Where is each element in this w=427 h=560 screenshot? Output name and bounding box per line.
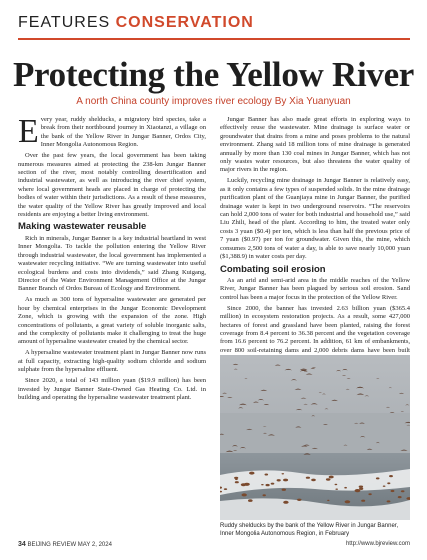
right-column: [220, 116, 410, 366]
bird-shape: [283, 479, 288, 482]
bird-shape: [359, 488, 363, 490]
bird-shape: [327, 500, 329, 501]
bird-shape: [249, 472, 254, 475]
bird-shape: [361, 500, 365, 502]
bird-shape: [389, 475, 393, 477]
article-title: Protecting the Yellow River: [12, 55, 415, 94]
article-deck: [0, 96, 427, 107]
intro-paragraph: Every year, ruddy shelducks, a migratory bird species, take a break from their northbound journey in Xiaotanzi, a village on the bank of the Yellow River in Jungar Banner, Ordos City, Inner Mongolia Autonomous Region.: [18, 113, 206, 150]
bird-shape: [283, 501, 288, 504]
bird-shape: [335, 489, 338, 490]
bird-shape: [335, 484, 338, 485]
bird-shape: [345, 500, 351, 503]
deck-text: A north China county improves river ecology: [76, 96, 272, 107]
body-paragraph: Luckily, recycling mine drainage in Jungar Banner is relatively easy, as it only contains a few types of suspended solids. In the mine drainage purification plant of the Guanjiaya mine in Jungar Banner, the purified drainage water is kept in two underground reservoirs. “The reservoirs can hold 2,000 tons of water for both industrial and household use,” said Liu Zhili, head of the plant. According to him, the treated water only costs 3 yuan ($0.4) per ton, which is less than half the previous price of 7 yuan ($0.97) per ton for groundwater. Given this, the mine, which consumes 2,500 tons of water a day, is able to save nearly 10,000 yuan ($1,388.9) in water costs per day.: [220, 177, 410, 261]
body-paragraph: Rich in minerals, Jungar Banner is a key industrial heartland in west Inner Mongolia. To tackle the pollution entering the Yellow River through industrial wastewater, the local government has implemented a wastewater recycling initiative. “We are turning wastewater into useful ecological burdens and costs into dividends,” said Zhang Kuigang, Director of the Water Environment Management Office at the Jungar Banner Branch of Ordos Bureau of Ecology and Environment.: [18, 234, 206, 293]
body-paragraph: As much as 300 tons of hypersaline wastewater are generated per hour by chemical enterprises in the Jungar Economic Development Zone, which is growing with the expansion of the zone. High concentrations of pollutants, a great variety of soluble inorganic salts, and the complexity of pollutants make it challenging to treat the huge amount of hypersaline wastewater created by the chemical sector.: [18, 296, 206, 346]
header-rule: [18, 38, 410, 40]
body-paragraph: Since 2000, the banner has invested 2.63 billion yuan ($365.4 million) in ecosystem restoration projects. As a result, some 427,000 hectares of forest and grassland have been planted, raising the forest coverage from 8.4 percent to 36.38 percent and the vegetation coverage from 16.6 percent to 76.2 percent. In addition, 61 km of embankments, over 800 soil-retaining dams and 2,000 debris dams have been built: [220, 304, 410, 354]
bird-shape: [242, 493, 247, 496]
left-column: [18, 113, 206, 405]
shelducks-photo: [220, 355, 410, 520]
section-header: [18, 14, 410, 36]
bird-shape: [248, 499, 253, 502]
bird-shape: [263, 494, 266, 496]
body-paragraph: Over the past few years, the local government has been taking numerous measures aimed at protecting the 238-km Jungar Banner section of the river, most notably controlling desertification and industrial wastewater, as well as introducing the river chief system, where local government heads are placed in charge of protecting the bodies of water within their jurisdictions. As a result of these measures, the water quality of the Yellow River has greatly improved and local residents are enjoying a better living environment.: [18, 152, 206, 219]
page-number: 34: [18, 541, 26, 548]
bird-shape: [359, 486, 363, 488]
issue-line: BEIJING REVIEW MAY 2, 2024: [27, 542, 112, 548]
bird-shape: [271, 483, 275, 485]
bird-shape: [282, 473, 285, 474]
bird-shape: [297, 499, 301, 501]
bird-shape: [398, 496, 402, 498]
bird-shape: [261, 484, 264, 485]
bird-shape: [387, 482, 390, 484]
bird-shape: [383, 486, 386, 487]
bird-shape: [344, 487, 347, 489]
bird-shape: [376, 477, 380, 479]
bird-shape: [391, 490, 395, 492]
bird-shape: [235, 479, 238, 481]
header-kicker: FEATURES CONSERVATION: [18, 14, 254, 31]
body-paragraph: Jungar Banner has also made great efforts in exploring ways to effectively reuse the wastewater. Mine drainage is surface water or groundwater that drains from a mine and poses problems to the natural environment. Zhang said 18 million tons of mine drainage is generated annually by more than 130 coal mines in Jungar Banner, which has not only wastes water resources, but also threatens the water quality of major rivers in the region.: [220, 116, 410, 174]
bird-shape: [266, 484, 270, 486]
header-section: CONSERVATION: [115, 14, 254, 31]
bird-shape: [235, 481, 239, 483]
photo-illustration: [220, 355, 410, 520]
bird-shape: [387, 500, 391, 502]
bird-shape: [326, 478, 331, 480]
bird-shape: [329, 476, 334, 479]
subhead-wastewater: Making wastewater reusable: [18, 221, 147, 233]
footer-url: http://www.bjreview.com: [345, 541, 410, 547]
body-paragraph: A hypersaline wastewater treatment plant in Jungar Banner now runs at full capacity, extracting high-quality sodium chloride and sodium sulphate from the hypersaline effluent.: [18, 349, 206, 374]
byline: By Xia Yuanyuan: [274, 96, 351, 107]
body-paragraph: As an arid and semi-arid area in the middle reaches of the Yellow River, Jungar Banner has been plagued by serious soil erosion. Sand control has been a major focus in the protection of the Yellow River.: [220, 276, 410, 301]
bird-shape: [311, 479, 316, 482]
body-paragraph: Since 2020, a total of 143 million yuan ($19.9 million) has been invested by Jungar Banner State-Owned Gas Heating Co. Ltd. in building and operating the hypersaline wastewater treatment plant.: [18, 377, 206, 401]
subhead-soil-erosion: Combating soil erosion: [220, 263, 326, 275]
bird-shape: [244, 483, 250, 486]
bird-shape: [265, 474, 269, 476]
bird-shape: [401, 490, 405, 492]
bird-shape: [224, 488, 227, 490]
bird-shape: [306, 477, 310, 479]
bird-shape: [282, 489, 286, 491]
dropcap: E: [18, 113, 39, 150]
bird-shape: [277, 479, 281, 481]
photo-caption: Ruddy shelducks by the bank of the Yellow River in Jungar Banner, Inner Mongolia Autonomous Region, in February: [220, 523, 399, 537]
footer-left: [18, 541, 112, 548]
bird-shape: [368, 493, 371, 495]
